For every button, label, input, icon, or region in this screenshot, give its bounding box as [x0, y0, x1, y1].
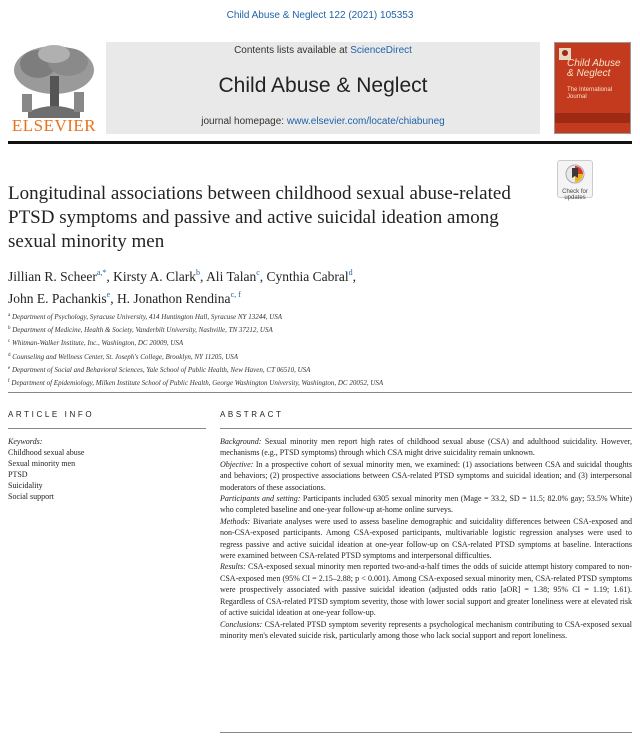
abstract-conclusions: [220, 619, 632, 642]
journal-header-box: [106, 42, 540, 134]
author-separator: ,: [200, 269, 207, 284]
affiliation-text: Department of Psychology, Syracuse University, 414 Huntington Hall, Syracuse NY 13244, USA: [11, 313, 283, 321]
abstract-background: [220, 436, 632, 459]
abstract-section-text: CSA-exposed sexual minority men reported two-and-a-half times the odds of suicide attempt history compared to non-CSA-exposed men (95% CI = 2.15–2.88; p < 0.001). Among CSA-exposed sexual minority men, CSA-related PTSD symptoms were prospectively associated with passive suicidal ideation (adjusted odds ratio [aOR] = 1.38; 95% CI = 1.19; 1.61). Regardless of CSA-related PTSD symptom severity, those with lower social support and greater loneliness were at elevated risk of active suicidal ideation at one-year follow-up.: [220, 562, 632, 618]
keyword-item[interactable]: Sexual minority men: [8, 459, 76, 468]
affiliation-item: [8, 376, 628, 389]
author-affiliation-marker[interactable]: d: [348, 268, 353, 277]
crossmark-label-2: updates: [564, 195, 586, 201]
author-name[interactable]: Jillian R. Scheer: [8, 269, 97, 284]
abstract-section-lead: Methods:: [220, 516, 251, 526]
author-name[interactable]: H. Jonathon Rendina: [116, 291, 231, 306]
affiliation-item: [8, 363, 628, 376]
author-name[interactable]: John E. Pachankis: [8, 291, 107, 306]
affiliation-key: d: [8, 352, 11, 358]
article-info-heading: ARTICLE INFO: [8, 410, 95, 419]
affiliation-text: Department of Medicine, Health & Society, Vanderbilt University, Nashville, TN 37212, USA: [12, 326, 273, 335]
author-name[interactable]: Ali Talan: [206, 269, 257, 284]
article-title: Longitudinal associations between childhood sexual abuse-related PTSD symptoms and passive and active suicidal ideation among sexual minority men: [8, 183, 511, 252]
keywords-label: Keywords:: [8, 437, 43, 446]
crossmark-icon: [565, 164, 585, 184]
journal-cover-thumbnail[interactable]: [554, 42, 631, 134]
author-separator: ,: [110, 291, 117, 306]
author-name[interactable]: Cynthia Cabral: [266, 269, 349, 284]
abstract-heading: ABSTRACT: [220, 410, 284, 419]
abstract-section-lead: Background:: [220, 437, 262, 446]
contents-line: [106, 45, 540, 56]
section-rule: [8, 392, 632, 393]
abstract-objective: [220, 459, 632, 493]
author-affiliation-marker[interactable]: e: [106, 290, 111, 299]
abstract-body: [220, 436, 632, 641]
abstract-participants: [220, 493, 632, 516]
publisher-name: ELSEVIER: [11, 116, 97, 135]
author-separator: ,: [259, 269, 267, 284]
abstract-section-text: Participants included 6305 sexual minority men (Mage = 33.2, SD = 11.5; 82.0% gay; 53.5% White) who completed baseline and one-year follow-up at-home online surveys.: [220, 494, 632, 515]
cover-strip: [555, 113, 630, 123]
cover-subtitle: The International Journal: [567, 87, 613, 100]
author-affiliation-marker[interactable]: c, f: [230, 290, 241, 299]
affiliation-item: [8, 350, 628, 363]
journal-banner: [8, 36, 632, 140]
author-separator: ,: [352, 269, 357, 284]
abstract-section-lead: Results:: [220, 562, 246, 572]
affiliation-text: Department of Epidemiology, Milken Institute School of Public Health, George Washington University, Washington, DC 20052, USA: [11, 379, 384, 388]
affiliation-key: b: [8, 326, 11, 332]
affiliation-key: e: [8, 365, 11, 371]
abstract-section-text: CSA-related PTSD symptom severity represents a psychological mechanism contributing to CSA-exposed sexual minority men's elevated suicide risk, particularly among those who lack social support and report loneliness.: [220, 619, 632, 640]
abstract-section-lead: Participants and setting:: [220, 494, 301, 504]
article-info-rule: [8, 428, 206, 429]
homepage-line: [106, 116, 540, 127]
affiliation-list: [8, 310, 628, 389]
sciencedirect-link[interactable]: ScienceDirect: [350, 45, 412, 56]
keyword-item[interactable]: Suicidality: [8, 481, 43, 490]
affiliation-text: Whitman-Walker Institute, Inc., Washington, DC 20009, USA: [11, 339, 184, 348]
keyword-item[interactable]: PTSD: [8, 470, 28, 479]
keyword-item[interactable]: Childhood sexual abuse: [8, 448, 85, 457]
affiliation-item: [8, 336, 628, 349]
check-for-updates-button[interactable]: [557, 160, 593, 201]
journal-name: Child Abuse & Neglect: [218, 74, 428, 97]
affiliation-key: c: [8, 339, 11, 345]
affiliation-key: a: [8, 313, 11, 318]
affiliation-item: [8, 310, 628, 323]
author-affiliation-marker[interactable]: b: [196, 268, 201, 277]
abstract-results: [220, 561, 632, 618]
abstract-section-text: In a prospective cohort of sexual minority men, we examined: (1) associations between CSA and suicidal thoughts and behaviors; (2) prospective associations between CSA-related PTSD symptoms and suicidal ideation; and (3) interpersonal moderators of these associations.: [220, 459, 632, 492]
journal-homepage-link[interactable]: www.elsevier.com/locate/chiabuneg: [286, 116, 445, 127]
crossmark-label-1: Check for: [562, 189, 588, 195]
keyword-item[interactable]: Social support: [8, 492, 54, 501]
abstract-bottom-rule: [220, 732, 632, 733]
author-name[interactable]: Kirsty A. Clark: [113, 269, 197, 284]
abstract-section-lead: Objective:: [220, 459, 254, 469]
abstract-section-text: Sexual minority men report high rates of childhood sexual abuse (CSA) and adulthood suicidality. However, mechanisms (e.g., PTSD symptoms) through which CSA might drive suicidality remain unknown.: [220, 437, 632, 458]
cover-title: Child Abuse & Neglect: [567, 58, 621, 79]
header-rule: [8, 141, 632, 144]
abstract-section-text: Bivariate analyses were used to assess baseline demographic and suicidality differences between CSA-exposed and non-CSA-exposed participants. Among CSA-exposed participants, multivariable logistic regression analyses were used to regress passive and active suicidal ideation at one-year follow-up on CSA-related PTSD symptoms at baseline. Interactions were examined between CSA-related PTSD symptoms and interpersonal difficulties.: [220, 516, 632, 561]
author-list: [8, 264, 548, 308]
affiliation-text: Department of Social and Behavioral Sciences, Yale School of Public Health, New Haven, CT 06510, USA: [11, 365, 311, 374]
affiliation-text: Counseling and Wellness Center, St. Joseph's College, Brooklyn, NY 11205, USA: [12, 352, 239, 361]
author-affiliation-marker[interactable]: a,*: [96, 268, 107, 277]
journal-citation[interactable]: Child Abuse & Neglect 122 (2021) 105353: [226, 10, 414, 21]
keywords-list: [8, 436, 206, 502]
contents-prefix: Contents lists available at: [234, 45, 351, 56]
abstract-section-lead: Conclusions:: [220, 619, 263, 629]
author-affiliation-marker[interactable]: c: [256, 268, 260, 277]
abstract-rule: [220, 428, 632, 429]
affiliation-key: f: [8, 379, 10, 385]
homepage-prefix: journal homepage:: [201, 116, 287, 127]
author-separator: ,: [106, 269, 114, 284]
abstract-methods: [220, 516, 632, 562]
affiliation-item: [8, 323, 628, 336]
